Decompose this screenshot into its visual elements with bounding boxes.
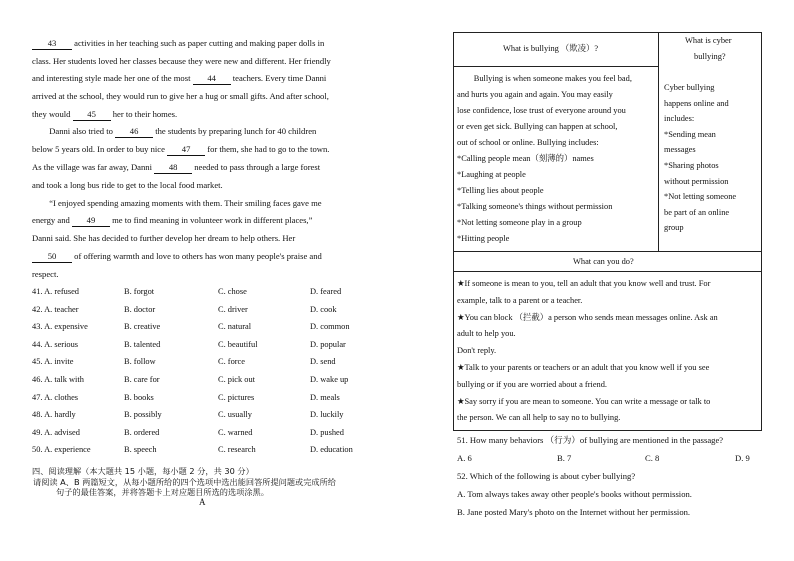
option-47-B: B. books — [124, 392, 154, 402]
cyber-line: without permission — [664, 176, 729, 186]
passage-line — [32, 37, 324, 50]
option-44-A: 44. A. serious — [32, 339, 79, 349]
option-45-B: B. follow — [124, 357, 156, 367]
cyber-line: *Sending mean — [664, 129, 716, 139]
passage-line — [32, 125, 316, 138]
advice-line: bullying or if you are worried about a friend. — [457, 379, 608, 389]
advice-line: ★Talk to your parents or teachers or an adult that you know well if you see — [457, 363, 710, 372]
option-41-A: 41. A. refused — [32, 287, 79, 296]
option-42-A: 42. A. teacher — [32, 304, 79, 314]
cyber-line: messages — [664, 145, 696, 155]
answer-blank-50: 50 — [32, 250, 72, 263]
passage-text: me to find meaning in volunteer work in different places,” — [109, 215, 313, 225]
option-41-C: C. chose — [218, 287, 247, 296]
advice-line: the person. We can all help to say no to bullying. — [457, 413, 621, 423]
option-50-A: 50. A. experience — [32, 445, 91, 455]
passage-text: below 5 years old. In order to buy nice — [32, 144, 168, 154]
option-46-A: 46. A. talk with — [32, 375, 84, 384]
subheader-what-can-you-do: What can you do? — [573, 257, 634, 266]
definition-line: *Hitting people — [457, 234, 510, 243]
passage-text: energy and — [32, 215, 72, 225]
header-cyber-bullying-2: bullying? — [694, 52, 726, 61]
passage-text: teachers. Every time Danni — [230, 73, 327, 83]
answer-blank-48: 48 — [154, 161, 192, 174]
table-row-divider — [453, 251, 761, 252]
cyber-line: be part of an online — [664, 207, 730, 217]
option-47-D: D. meals — [310, 392, 340, 402]
passage-text: Danni also tried to — [32, 126, 116, 136]
option-49-B: B. ordered — [124, 427, 160, 437]
passage-line — [32, 108, 177, 121]
option-45-A: 45. A. invite — [32, 357, 74, 367]
option-50-C: C. research — [218, 445, 256, 455]
passage-text: her to their homes. — [110, 109, 178, 119]
option-48-A: 48. A. hardly — [32, 410, 76, 420]
option-43-B: B. creative — [124, 322, 161, 332]
passage-line — [32, 161, 320, 174]
instruction-line-1: 请阅读 A、B 两篇短文，从每小题所给的四个选项中选出能回答所提问题或完成所给 — [33, 477, 336, 487]
option-43-C: C. natural — [218, 322, 252, 332]
option-43-A: 43. A. expensive — [32, 322, 88, 332]
answer-blank-45: 45 — [73, 108, 111, 121]
advice-line: example, talk to a parent or a teacher. — [457, 295, 583, 305]
passage-line — [32, 55, 331, 67]
answer-blank-46: 46 — [115, 125, 153, 138]
definition-line: lose confidence, lose trust of everyone around you — [457, 106, 626, 115]
option-42-B: B. doctor — [124, 304, 156, 314]
definition-line: Bullying is when someone makes you feel bad, — [457, 74, 632, 83]
passage-text: they would — [32, 109, 73, 119]
option-44-B: B. talented — [124, 339, 161, 349]
passage-text: arrived at the school, they would run to give her a hug or small gifts. And after school, — [32, 91, 329, 101]
option-45-D: D. send — [310, 357, 336, 367]
option-49-C: C. warned — [218, 427, 253, 437]
definition-line: *Talking someone's things without permission — [457, 202, 613, 211]
definition-line: *Not letting someone play in a group — [457, 218, 582, 227]
q51-option-a: A. 6 — [457, 453, 472, 463]
option-45-C: C. force — [218, 357, 245, 367]
definition-line: out of school or online. Bullying includes: — [457, 138, 599, 147]
passage-label: A — [199, 497, 206, 507]
advice-line: ★Say sorry if you are mean to someone. You can write a message or talk to — [457, 396, 711, 406]
option-50-B: B. speech — [124, 445, 157, 455]
passage-text: the students by preparing lunch for 40 children — [153, 126, 317, 136]
q52-option-a: A. Tom always takes away other people's books without permission. — [457, 489, 692, 499]
answer-blank-43: 43 — [32, 37, 72, 50]
option-49-A: 49. A. advised — [32, 427, 80, 437]
option-43-D: D. common — [310, 322, 350, 332]
question-52: 52. Which of the following is about cyber bullying? — [457, 471, 636, 481]
answer-blank-47: 47 — [167, 143, 205, 156]
cyber-line: includes: — [664, 114, 695, 124]
advice-line: ★If someone is mean to you, tell an adult that you know well and trust. For — [457, 279, 711, 288]
q51-option-b: B. 7 — [557, 453, 572, 463]
definition-line: *Calling people mean（刻薄的）names — [457, 154, 594, 163]
cyber-line: happens online and — [664, 98, 729, 108]
passage-text: As the village was far away, Danni — [32, 162, 155, 172]
cyber-line: Cyber bullying — [664, 83, 715, 92]
passage-line — [32, 143, 329, 156]
option-41-D: D. feared — [310, 287, 342, 296]
passage-line — [32, 179, 223, 191]
passage-line — [32, 197, 322, 209]
definition-line: or even get sick. Bullying can happen at school, — [457, 122, 618, 131]
option-47-A: 47. A. clothes — [32, 392, 79, 402]
option-42-C: C. driver — [218, 304, 248, 314]
passage-text: class. Her students loved her classes because they were new and different. Her friendly — [32, 56, 331, 66]
option-41-B: B. forgot — [124, 287, 155, 296]
option-46-B: B. care for — [124, 375, 160, 384]
q51-option-c: C. 8 — [645, 453, 660, 463]
passage-line — [32, 90, 329, 102]
option-48-C: C. usually — [218, 410, 252, 420]
passage-line — [32, 214, 312, 227]
option-46-C: C. pick out — [218, 375, 255, 384]
passage-line — [32, 232, 295, 244]
option-42-D: D. cook — [310, 304, 337, 314]
instruction-line-2: 句子的最佳答案，并将答题卡上对应题目所选的选项涂黑。 — [56, 487, 269, 497]
passage-text: needed to pass through a large forest — [192, 162, 321, 172]
option-48-D: D. luckily — [310, 410, 344, 420]
header-cyber-bullying-1: What is cyber — [685, 36, 732, 45]
definition-line: *Laughing at people — [457, 170, 526, 179]
header-what-is-bullying: What is bullying （欺凌）? — [503, 44, 599, 53]
definition-line: *Telling lies about people — [457, 186, 544, 195]
option-49-D: D. pushed — [310, 427, 344, 437]
answer-blank-49: 49 — [72, 214, 110, 227]
passage-text: and interesting style made her one of the most — [32, 73, 193, 83]
q51-option-d: D. 9 — [735, 453, 750, 463]
option-46-D: D. wake up — [310, 375, 349, 384]
definition-line: and hurts you again and again. You may easily — [457, 90, 613, 99]
passage-text: Danni said. She has decided to further develop her dream to help others. Her — [32, 233, 296, 243]
option-48-B: B. possibly — [124, 410, 162, 420]
table-column-divider — [658, 32, 659, 251]
advice-line: adult to help you. — [457, 329, 516, 339]
option-44-C: C. beautiful — [218, 339, 258, 349]
advice-line: ★You can block （拦截）a person who sends mean messages online. Ask an — [457, 312, 718, 322]
passage-line — [32, 250, 322, 263]
cyber-line: *Not letting someone — [664, 192, 737, 202]
passage-text: of offering warmth and love to others has won many people's praise and — [72, 251, 322, 261]
passage-text: for them, she had to go to the town. — [205, 144, 330, 154]
passage-text: and took a long bus ride to get to the local food market. — [32, 180, 223, 190]
passage-text: “I enjoyed spending amazing moments with them. Their smiling faces gave me — [32, 198, 322, 208]
advice-line: Don't reply. — [457, 346, 497, 356]
passage-text: respect. — [32, 269, 59, 279]
option-44-D: D. popular — [310, 339, 346, 349]
section-heading: 四、阅读理解（本大题共 15 小题，每小题 2 分，共 30 分） — [32, 466, 254, 476]
cyber-line: *Sharing photos — [664, 161, 719, 170]
question-51: 51. How many behaviors （行为）of bullying are mentioned in the passage? — [457, 435, 724, 445]
table-header-divider — [453, 66, 659, 67]
passage-line — [32, 268, 58, 280]
passage-text: activities in her teaching such as paper cutting and making paper dolls in — [72, 38, 325, 48]
table-subheader-divider — [453, 271, 761, 272]
option-50-D: D. education — [310, 445, 353, 455]
option-47-C: C. pictures — [218, 392, 255, 402]
passage-line — [32, 72, 326, 85]
answer-blank-44: 44 — [193, 72, 231, 85]
q52-option-b: B. Jane posted Mary's photo on the Internet without her permission. — [457, 507, 691, 517]
cyber-line: group — [664, 223, 684, 233]
